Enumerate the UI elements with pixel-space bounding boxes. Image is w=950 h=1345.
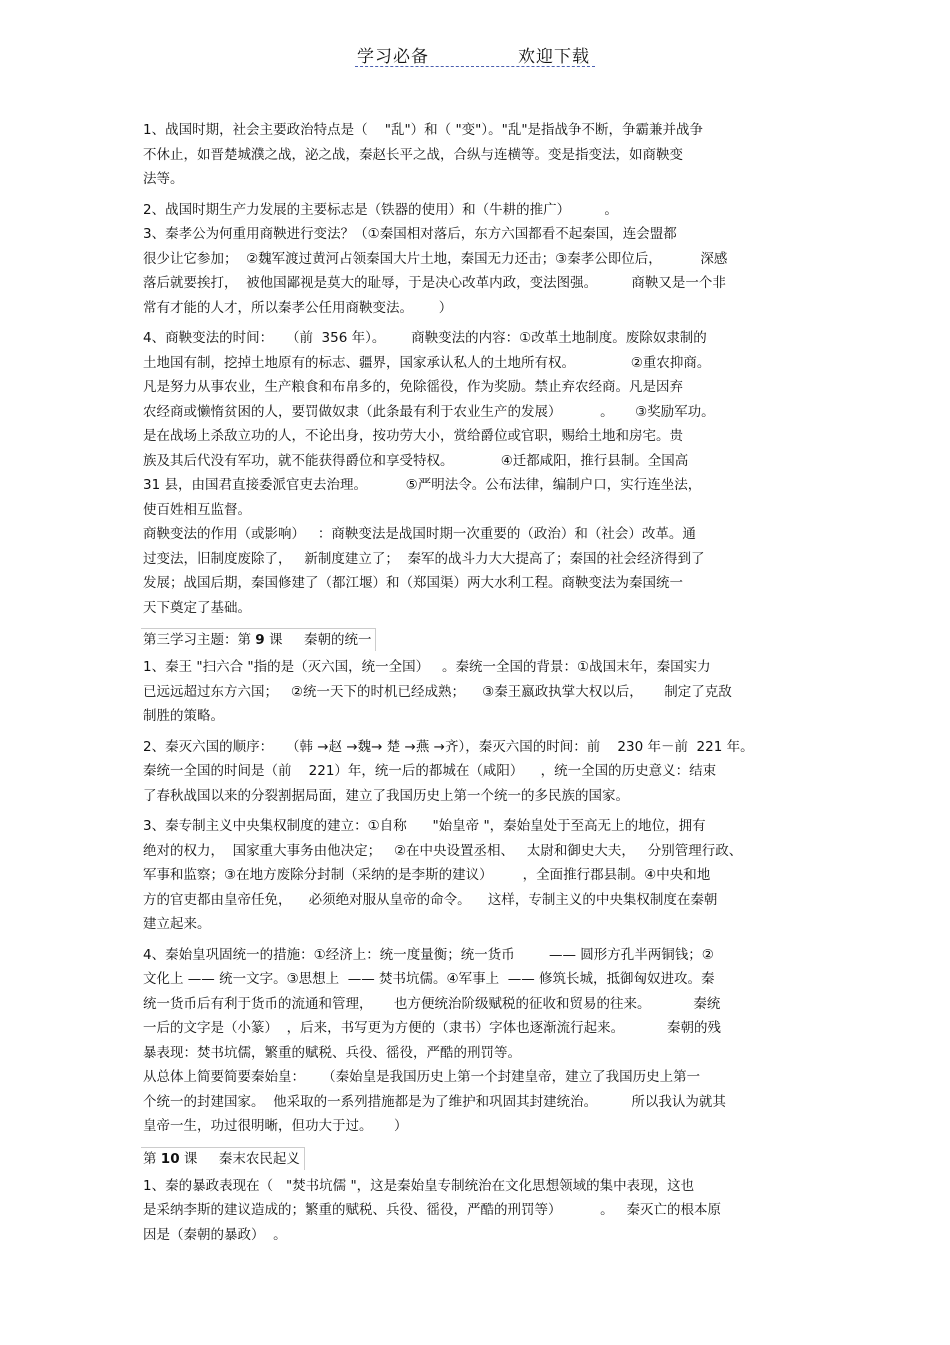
text-line: 3、秦孝公为何重用商鞅进行变法？（①秦国相对落后，东方六国都看不起秦国，连会盟都 xyxy=(143,226,677,242)
text-line: 农经商或懒惰贫困的人，要罚做奴隶（此条最有利于农业生产的发展） 。 ③奖励军功。 xyxy=(143,403,715,420)
text-line: 统一货币后有利于货币的流通和管理， 也方便统治阶级赋税的征收和贸易的往来。 秦统 xyxy=(143,995,721,1012)
text-line: 是在战场上杀敌立功的人，不论出身，按功劳大小，赏给爵位或官职，赐给土地和房宅。贵 xyxy=(143,428,683,444)
header-right-text: 欢迎下载 xyxy=(518,47,590,67)
text-line: 1、战国时期，社会主要政治特点是（ "乱"）和（ "变"）。"乱"是指战争不断，争霸兼并战争 xyxy=(143,122,704,138)
text-line: 4、商鞅变法的时间： （前 356 年）。 商鞅变法的内容：①改革土地制度。废除奴隶制的 xyxy=(143,330,707,346)
text-line: 已远远超过东方六国； ②统一天下的时机已经成熟； ③秦王嬴政执掌大权以后， 制定了克敌 xyxy=(143,683,732,700)
text-line: 31 县，由国君直接委派官吏去治理。 ⑤严明法令。公布法律，编制户口，实行连坐法， xyxy=(143,477,702,493)
paragraph xyxy=(143,943,815,1139)
text-line: 个统一的封建国家。 他采取的一系列措施都是为了维护和巩固其封建统治。 所以我认为就其 xyxy=(143,1093,726,1110)
paragraph xyxy=(143,118,815,192)
text-line: 族及其后代没有军功，就不能获得爵位和享受特权。 ④迁都咸阳，推行县制。全国高 xyxy=(143,452,689,469)
text-line: 很少让它参加； ②魏军渡过黄河占领秦国大片土地，秦国无力还击；③秦孝公即位后， 深感 xyxy=(143,250,728,267)
text-line: 2、秦灭六国的顺序： （韩 →赵 →魏→ 楚 →燕 →齐），秦灭六国的时间：前 230 年－前 221 年。 xyxy=(143,738,754,755)
text-line: 建立起来。 xyxy=(143,916,211,932)
text-line: 3、秦专制主义中央集权制度的建立：①自称 "始皇帝 "，秦始皇处于至高无上的地位，拥有 xyxy=(143,818,706,834)
text-line: 过变法，旧制度废除了， 新制度建立了； 秦军的战斗力大大提高了；秦国的社会经济得到了 xyxy=(143,550,705,567)
text-line: 法等。 xyxy=(143,171,184,187)
text-line: 绝对的权力， 国家重大事务由他决定； ②在中央设置丞相、 太尉和御史大夫， 分别管理行政、 xyxy=(143,842,743,859)
paragraph xyxy=(143,814,815,937)
text-line: 土地国有制，挖掉土地原有的标志、疆界，国家承认私人的土地所有权。 ②重农抑商。 xyxy=(143,354,711,371)
paragraph-group-1 xyxy=(143,118,815,620)
text-line: 暴表现：焚书坑儒，繁重的赋税、兵役、徭役，严酷的刑罚等。 xyxy=(143,1044,521,1061)
text-line: 1、秦的暴政表现在（ "焚书坑儒 "，这是秦始皇专制统治在文化思想领域的集中表现，这也 xyxy=(143,1177,695,1194)
text-line: 秦统一全国的时间是（前 221）年，统一后的都城在（咸阳） ，统一全国的历史意义：结束 xyxy=(143,763,717,779)
paragraph xyxy=(143,655,815,729)
text-line: 是采纳李斯的建议造成的；繁重的赋税、兵役、徭役，严酷的刑罚等） 。 秦灭亡的根本原 xyxy=(143,1202,721,1218)
section-heading-lesson-10: 第 10 课 秦末农民起义 xyxy=(141,1147,305,1170)
text-line: 不休止，如晋楚城濮之战，泌之战，秦赵长平之战，合纵与连横等。变是指变法，如商鞅变 xyxy=(143,146,683,163)
text-line: 文化上 —— 统一文字。③思想上 —— 焚书坑儒。④军事上 —— 修筑长城，抵御匈奴进攻。秦 xyxy=(143,971,715,987)
paragraph xyxy=(143,198,815,321)
section-heading-lesson-9: 第三学习主题：第 9 课 秦朝的统一 xyxy=(141,628,376,651)
text-line: 因是（秦朝的暴政） 。 xyxy=(143,1226,287,1243)
text-line: 商鞅变法的作用（或影响） ：商鞅变法是战国时期一次重要的（政治）和（社会）改革。通 xyxy=(143,526,696,542)
paragraph xyxy=(143,1174,815,1248)
text-line: 使百姓相互监督。 xyxy=(143,501,251,518)
text-line: 方的官吏都由皇帝任免， 必须绝对服从皇帝的命令。 这样，专制主义的中央集权制度在秦朝 xyxy=(143,891,718,908)
text-line: 1、秦王 "扫六合 "指的是（灭六国，统一全国） 。秦统一全国的背景：①战国末年，秦国实力 xyxy=(143,659,711,675)
text-line: 皇帝一生，功过很明晰，但功大于过。 ） xyxy=(143,1118,408,1134)
text-line: 制胜的策略。 xyxy=(143,708,224,724)
text-line: 4、秦始皇巩固统一的措施：①经济上：统一度量衡；统一货币 —— 圆形方孔半两铜钱；② xyxy=(143,946,714,963)
text-line: 发展；战国后期，秦国修建了（都江堰）和（郑国渠）两大水利工程。商鞅变法为秦国统一 xyxy=(143,575,683,591)
document-body xyxy=(143,118,815,1253)
text-line: 落后就要挨打， 被他国鄙视是莫大的耻辱，于是决心改革内政，变法图强。 商鞅又是一个非 xyxy=(143,275,726,291)
text-line: 2、战国时期生产力发展的主要标志是（铁器的使用）和（牛耕的推广） 。 xyxy=(143,201,618,218)
text-line: 凡是努力从事农业，生产粮食和布帛多的，免除徭役，作为奖励。禁止弃农经商。凡是因弃 xyxy=(143,379,683,395)
text-line: 从总体上简要简要秦始皇： （秦始皇是我国历史上第一个封建皇帝，建立了我国历史上第一 xyxy=(143,1069,701,1085)
text-line: 军事和监察；③在地方废除分封制（采纳的是李斯的建议） ，全面推行郡县制。④中央和地 xyxy=(143,867,711,883)
page-header xyxy=(355,40,595,67)
paragraph xyxy=(143,735,815,809)
text-line: 一后的文字是（小篆） ，后来，书写更为方便的（隶书）字体也逐渐流行起来。 秦朝的残 xyxy=(143,1020,721,1036)
text-line: 常有才能的人才，所以秦孝公任用商鞅变法。 ） xyxy=(143,299,453,316)
paragraph xyxy=(143,326,815,620)
paragraph-group-2 xyxy=(143,655,815,1139)
paragraph-group-3 xyxy=(143,1174,815,1248)
text-line: 了春秋战国以来的分裂割据局面，建立了我国历史上第一个统一的多民族的国家。 xyxy=(143,787,629,804)
text-line: 天下奠定了基础。 xyxy=(143,599,251,616)
header-left-text: 学习必备 xyxy=(357,47,429,67)
